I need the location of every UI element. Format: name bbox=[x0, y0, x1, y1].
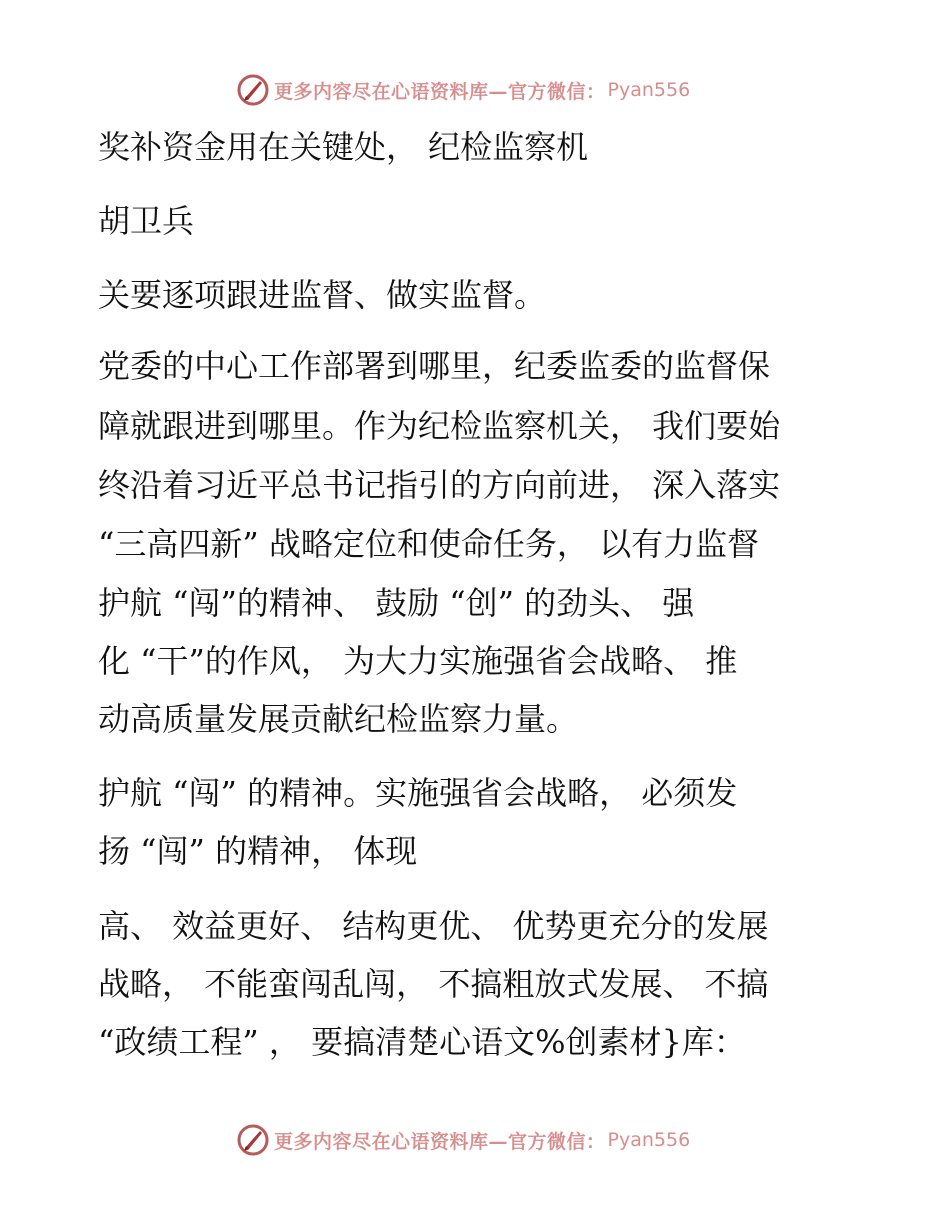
text-line: 化 “干”的作风， 为大力实施强省会战略、 推 bbox=[98, 642, 738, 680]
text-line: 奖补资金用在关键处， 纪检监察机 bbox=[98, 128, 589, 166]
watermark-text: 更多内容尽在心语资料库—官方微信： bbox=[274, 1130, 606, 1153]
watermark-contact: Pyan556 bbox=[607, 1129, 691, 1151]
text-line: 障就跟进到哪里。作为纪检监察机关， 我们要始 bbox=[98, 407, 781, 445]
text-line: “政绩工程” ， 要搞清楚心语文%创素材}库： bbox=[98, 1023, 746, 1061]
watermark-contact: Pyan556 bbox=[607, 79, 691, 101]
watermark-text: 更多内容尽在心语资料库—官方微信： bbox=[274, 80, 606, 103]
quill-pen-logo-icon bbox=[236, 73, 270, 107]
text-line: “三高四新” 战略定位和使命任务， 以有力监督 bbox=[98, 525, 760, 563]
quill-pen-logo-icon bbox=[236, 1123, 270, 1157]
text-line: 扬 “闯” 的精神， 体现 bbox=[98, 832, 418, 870]
text-line: 胡卫兵 bbox=[98, 202, 195, 240]
text-line: 动高质量发展贡献纪检监察力量。 bbox=[98, 700, 579, 738]
text-line: 护航 “闯” 的精神。实施强省会战略， 必须发 bbox=[98, 774, 738, 812]
text-line: 终沿着习近平总书记指引的方向前进， 深入落实 bbox=[98, 466, 781, 504]
text-line: 战略， 不能蛮闯乱闯， 不搞粗放式发展、 不搞 bbox=[98, 965, 769, 1003]
text-line: 高、 效益更好、 结构更优、 优势更充分的发展 bbox=[98, 907, 769, 945]
watermark-footer bbox=[236, 1120, 690, 1160]
text-line: 护航 “闯”的精神、 鼓励 “创” 的劲头、 强 bbox=[98, 584, 695, 622]
text-line: 党委的中心工作部署到哪里，纪委监委的监督保 bbox=[98, 347, 771, 385]
text-line: 关要逐项跟进监督、做实监督。 bbox=[98, 276, 547, 314]
watermark-header bbox=[236, 70, 690, 110]
